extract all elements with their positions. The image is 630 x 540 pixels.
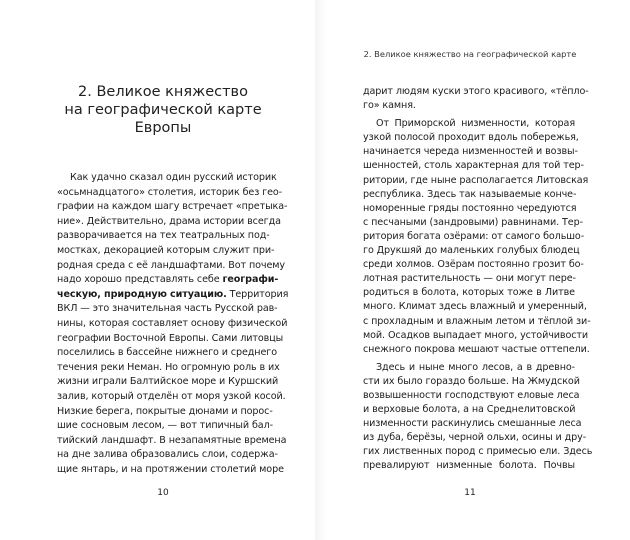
text-line: превалируют низменные болота. Почвы (363, 460, 575, 472)
text-line: лотная растительность — они могут пере- (363, 273, 576, 285)
right-page (315, 0, 630, 540)
text-line: узкой полосой проходит вдоль побережья, (363, 132, 579, 144)
bold-text: ческую, природную ситуацию. (57, 288, 227, 300)
text-line (57, 273, 279, 288)
text-line: го Друкшяй до маленьких голубых блюдец (363, 245, 580, 257)
bold-text: географи- (222, 274, 279, 286)
body-text (363, 85, 593, 474)
text-line: с прохладным и влажным летом и тёплой зи- (363, 315, 591, 327)
body-text (57, 171, 289, 477)
chapter-title (40, 83, 286, 137)
text-line: на дне залива образовались слои, содержа- (57, 449, 278, 461)
text-line: ние». Действительно, драма истории всегда (57, 215, 281, 227)
text-line: мой. Осадков выпадает много, устойчивости (363, 329, 589, 341)
paragraph (363, 117, 591, 357)
paragraph (363, 361, 593, 474)
text-line: течения реки Неман. Но огромную роль в их (57, 361, 280, 373)
text-line: жизни играли Балтийское море и Куршский (57, 376, 279, 388)
text-line: мостках, декорацией которым служит при- (57, 244, 275, 256)
text-line: Как удачно сказал один русский историк (70, 172, 277, 183)
text-line: шие сосновым лесом, — вот типичный бал- (57, 420, 273, 432)
text-line: возвышенности господствуют еловые леса (363, 389, 580, 401)
text-line: и верховые болота, а на Среднелитовской (363, 404, 576, 416)
text-line: родная среда с её ландшафтами. Вот почему (57, 259, 286, 271)
text-line: из дуба, берёзы, черной ольхи, осины и дру- (363, 432, 587, 444)
text-line: Здесь и ныне много лесов, а в древно- (376, 361, 575, 373)
text-line: ритории, где ныне располагается Литовская (363, 174, 589, 186)
text-line: низменности раскинулись смешанные леса (363, 418, 582, 430)
text-line: начинается череда низменностей и возвы- (363, 146, 578, 158)
text-segment: надо хорошо представлять себе (57, 274, 223, 286)
text-line: республика. Здесь так называемые конче- (363, 188, 577, 200)
text-line: залив, который отделён от моря узкой косой. (57, 390, 286, 402)
page-number: 11 (464, 488, 476, 498)
paragraph (57, 171, 289, 477)
text-line: гих лиственных пород с примесью ели. Здесь (363, 446, 593, 458)
page-number: 10 (157, 488, 169, 498)
text-line: номоренные гряды постоянно чередуются (363, 202, 577, 214)
text-line: Низкие берега, покрытые дюнами и порос- (57, 405, 273, 417)
text-line: с песчаными (зандровыми) равнинами. Тер- (363, 216, 583, 228)
text-line: графии на каждом шагу встречает «претыка- (57, 201, 288, 213)
text-line: дарит людям куски этого красивого, «тёпло- (363, 86, 589, 97)
text-line: родиться в болота, которых тоже в Литве (363, 287, 575, 299)
text-line: снежного покрова мешают частые оттепели. (363, 343, 590, 355)
text-line: нины, которая составляет основу физической (57, 317, 288, 329)
text-line: географии Восточной Европы. Сами литовцы (57, 332, 284, 344)
text-line: го» камня. (363, 100, 416, 112)
running-header: 2. Великое княжество на географической карте (363, 49, 577, 59)
text-line (57, 288, 289, 303)
chapter-title-line: 2. Великое княжество (78, 84, 248, 100)
chapter-title-line: на географической карте Европы (64, 102, 262, 136)
text-line: сти их было гораздо больше. На Жмудской (363, 375, 580, 387)
text-line: много. Климат здесь влажный и умеренный, (363, 301, 587, 313)
text-line: «осьмнадцатого» столетия, историк без гео- (57, 186, 283, 198)
text-line: поселились в бассейне нижнего и среднего (57, 347, 277, 359)
text-line: ВКЛ — это значительная часть Русской рав- (57, 303, 278, 315)
text-line: тийский ландшафт. В незапамятные времена (57, 434, 287, 446)
text-segment: Территория (226, 288, 289, 300)
paragraph (363, 85, 589, 113)
text-line: разворачивается на тех театральных под- (57, 230, 270, 242)
text-line: среди холмов. Озёрам постоянно грозит бо- (363, 259, 584, 271)
text-line: ритория богата озёрами: от самого большо- (363, 230, 585, 242)
text-line: От Приморской низменности, которая (376, 118, 575, 130)
text-line: шенностей, столь характерная для той тер- (363, 160, 584, 172)
text-line: щие янтарь, и на протяжении столетий море (57, 463, 284, 475)
